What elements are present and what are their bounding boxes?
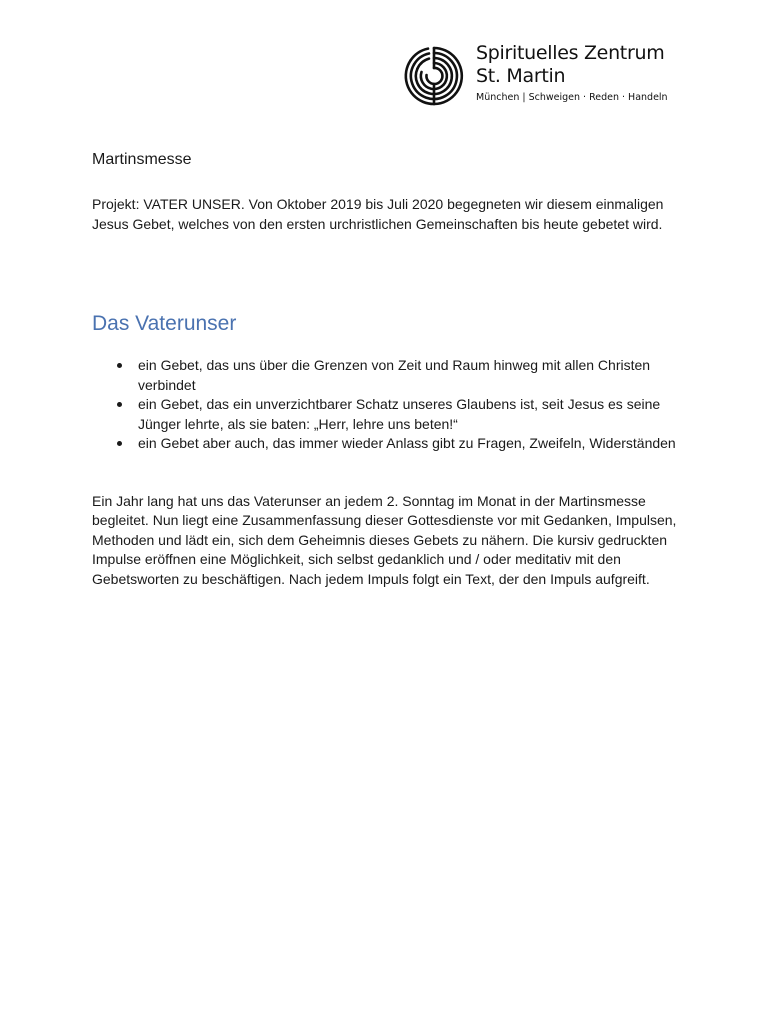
list-item <box>92 434 682 454</box>
body-paragraph: Ein Jahr lang hat uns das Vaterunser an jedem 2. Sonntag im Monat in der Martinsmesse begleitet. Nun liegt eine Zusammenfassung dieser Gottesdienste vor mit Gedanken, Impulsen, Methoden und lädt ein, sich dem Geheimnis dieses Gebets zu nähern. Die kursiv gedruckten Impulse eröffnen eine Möglichkeit, sich selbst gedanklich und / oder meditativ mit den Gebetsworten zu beschäftigen. Nach jedem Impuls folgt ein Text, der den Impuls aufgreift. <box>92 492 677 587</box>
bullet-icon <box>117 363 122 368</box>
header-logo <box>402 44 692 108</box>
logo-subtitle: St. Martin <box>476 65 566 87</box>
document-title: Martinsmesse <box>92 151 192 168</box>
section-heading: Das Vaterunser <box>92 312 237 335</box>
bullet-text: ein Gebet aber auch, das immer wieder Anlass gibt zu Fragen, Zweifeln, Widerständen <box>138 435 676 451</box>
bullet-text: ein Gebet, das uns über die Grenzen von Zeit und Raum hinweg mit allen Christen verbindet <box>138 357 651 393</box>
logo-text <box>476 42 706 104</box>
logo-title: Spirituelles Zentrum <box>476 42 665 64</box>
logo-tagline: München | Schweigen · Reden · Handeln <box>476 92 668 103</box>
document-content <box>92 150 682 589</box>
bullet-icon <box>117 402 122 407</box>
labyrinth-icon <box>402 44 466 108</box>
list-item <box>92 395 682 434</box>
list-item <box>92 356 682 395</box>
bullet-list <box>92 356 682 454</box>
bullet-text: ein Gebet, das ein unverzichtbarer Schatz unseres Glaubens ist, seit Jesus es seine Jünger lehrte, als sie baten: „Herr, lehre uns beten!“ <box>138 396 661 432</box>
bullet-icon <box>117 441 122 446</box>
intro-paragraph: Projekt: VATER UNSER. Von Oktober 2019 bis Juli 2020 begegneten wir diesem einmaligen Jesus Gebet, welches von den ersten urchristlichen Gemeinschaften bis heute gebetet wird. <box>92 196 664 232</box>
